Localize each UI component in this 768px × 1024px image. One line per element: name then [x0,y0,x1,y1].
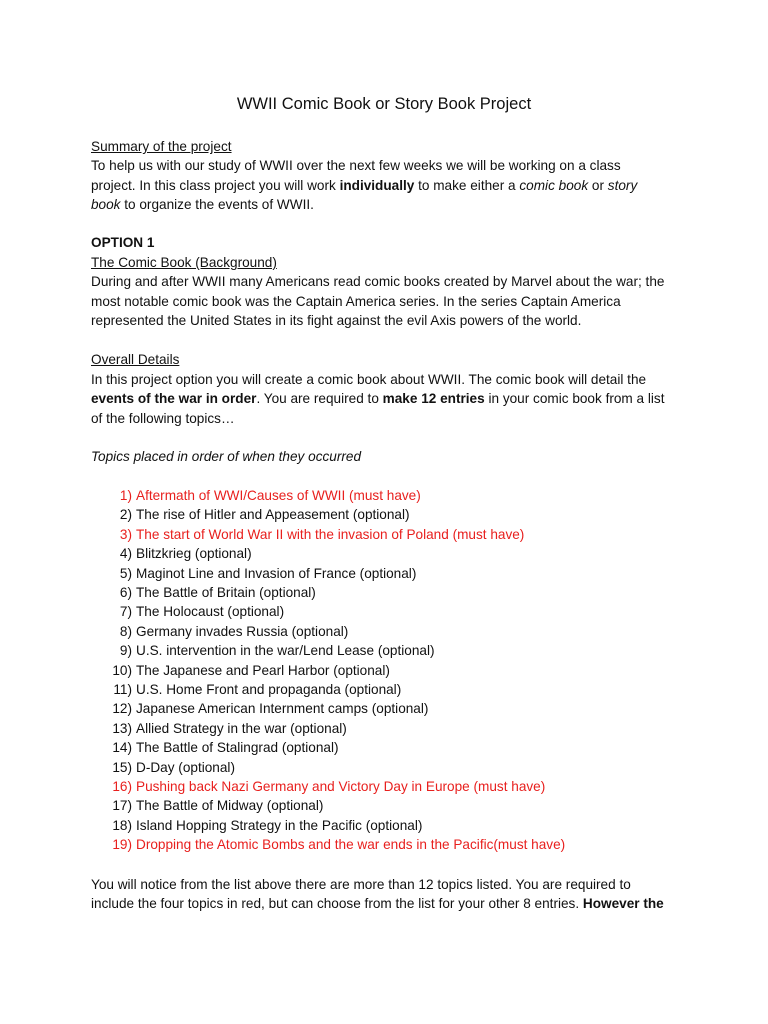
topic-text: U.S. Home Front and propaganda (optional) [136,682,402,697]
emphasis-events-in-order: events of the war in order [91,391,257,406]
topic-list-item [0,700,700,718]
document-title: WWII Comic Book or Story Book Project [236,95,532,113]
topic-text: The rise of Hitler and Appeasement (optional) [136,507,410,523]
topic-list-item [0,584,700,602]
option-1-label: OPTION 1 [91,235,155,250]
topic-number: 13) [112,720,132,736]
topic-text: Dropping the Atomic Bombs and the war ends in the Pacific(must have) [136,837,566,853]
topic-text: Germany invades Russia (optional) [136,623,349,639]
closing-line-1: You will notice from the list above there are more than 12 topics listed. You are required to [91,877,631,892]
topic-list-item [0,642,700,660]
summary-line-2: project. In this class project you will work individually to make either a comic book or story [91,178,638,193]
topic-text: D-Day (optional) [136,759,235,775]
topic-text: Allied Strategy in the war (optional) [136,720,347,736]
topic-number: 12) [112,701,132,717]
summary-heading: Summary of the project [91,139,232,154]
topic-list-item [0,739,700,757]
topic-number: 17) [112,798,132,814]
emphasis-comic-book: comic book [519,178,589,193]
topic-number: 4) [119,546,132,562]
background-line-1: During and after WWII many Americans read comic books created by Marvel about the war; the [91,274,665,289]
topic-list-item [0,487,700,505]
topic-number: 5) [119,565,132,581]
topic-text: U.S. intervention in the war/Lend Lease (optional) [136,643,435,659]
topic-text: The Battle of Britain (optional) [136,585,316,600]
topic-list-item [0,603,700,621]
topic-list-item [0,778,700,796]
details-line-3: of the following topics… [91,411,235,426]
topics-intro: Topics placed in order of when they occurred [91,449,362,464]
topic-text: The Japanese and Pearl Harbor (optional) [136,662,390,678]
topic-text: Blitzkrieg (optional) [136,546,252,562]
closing-line-2: include the four topics in red, but can choose from the list for your other 8 entries. However the [91,896,664,911]
topic-number: 6) [119,585,132,600]
emphasis-however-the: However the [582,896,664,911]
topic-text: Island Hopping Strategy in the Pacific (optional) [136,817,423,833]
topic-text: The Battle of Stalingrad (optional) [136,740,339,756]
topic-number: 2) [119,507,132,523]
topic-number: 16) [112,779,132,794]
topic-number: 11) [113,682,132,697]
topic-number: 15) [112,759,132,775]
topic-number: 19) [112,837,132,853]
topic-list-item [0,545,700,563]
summary-line-1: To help us with our study of WWII over the next few weeks we will be working on a class [91,158,621,173]
topic-text: Japanese American Internment camps (optional) [136,701,429,717]
topic-text: The Holocaust (optional) [136,604,285,620]
emphasis-12-entries: make 12 entries [382,391,485,406]
details-line-1: In this project option you will create a comic book about WWII. The comic book will detail the [91,372,647,387]
topic-list-item [0,623,700,641]
emphasis-individually: individually [339,178,415,193]
topic-list-item [0,506,700,524]
emphasis-book: book [91,197,121,212]
topic-number: 8) [119,623,132,639]
topic-list-item [0,526,700,544]
topic-list-item [0,720,700,738]
background-line-2: most notable comic book was the Captain America series. In the series Captain America [91,294,621,309]
topic-text: The Battle of Midway (optional) [136,798,324,814]
summary-line-3: book to organize the events of WWII. [91,197,314,212]
topic-number: 18) [112,817,132,833]
background-line-3: represented the United States in its fight against the evil Axis powers of the world. [91,313,582,328]
emphasis-story: story [607,178,638,193]
topic-text: Maginot Line and Invasion of France (optional) [136,565,417,581]
topic-text: Pushing back Nazi Germany and Victory Day in Europe (must have) [136,779,546,794]
topic-text: Aftermath of WWI/Causes of WWII (must have) [136,488,421,503]
background-heading: The Comic Book (Background) [91,255,277,270]
topic-number: 1) [119,488,132,503]
topic-number: 10) [112,662,132,678]
details-line-2: events of the war in order. You are required to make 12 entries in your comic book from a list [91,391,665,406]
topic-number: 9) [119,643,132,659]
details-heading: Overall Details [91,352,180,367]
topic-text: The start of World War II with the invasion of Poland (must have) [136,526,525,542]
topic-list-item [0,759,700,777]
topic-list-item [0,797,700,815]
topic-list-item [0,565,700,583]
topic-number: 7) [119,604,132,620]
topic-list-item [0,817,700,835]
topic-list-item [0,662,700,680]
topic-number: 14) [112,740,132,756]
topic-list-item [0,836,700,854]
topic-list-item [0,681,700,699]
topic-number: 3) [119,526,132,542]
